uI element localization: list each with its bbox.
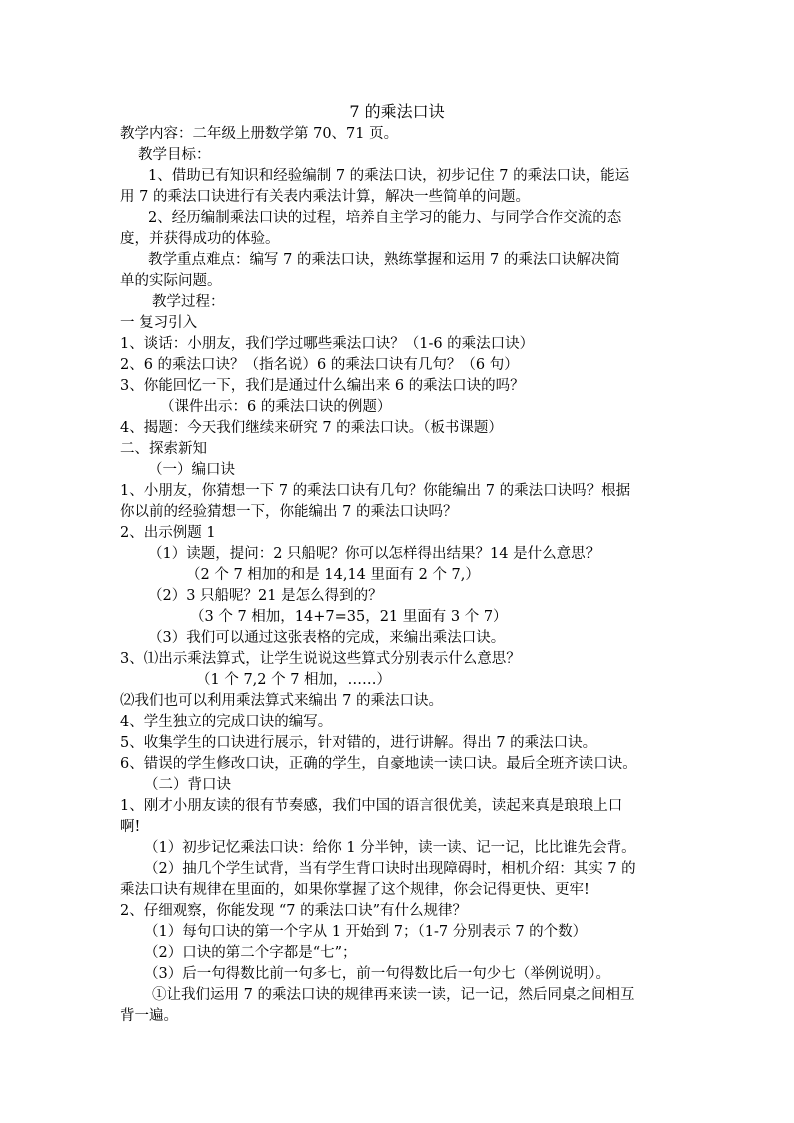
text-line: （2）抽几个学生试背，当有学生背口诀时出现障碍时，相机介绍：其实 7 的 (144, 861, 636, 877)
text-line: 4、揭题：今天我们继续来研究 7 的乘法口诀。（板书课题） (120, 420, 503, 436)
text-line: 背一遍。 (120, 1008, 178, 1024)
text-line: 2、仔细观察，你能发现 “7 的乘法口诀”有什么规律？ (120, 903, 467, 919)
text-line: 教学重点难点：编写 7 的乘法口诀，熟练掌握和运用 7 的乘法口诀解决简 (148, 252, 620, 268)
text-line: （课件出示：6 的乘法口诀的例题） (160, 399, 392, 415)
text-line: （2 个 7 相加的和是 14,14 里面有 2 个 7,） (186, 567, 480, 583)
text-line: 教学内容：二年级上册数学第 70、71 页。 (120, 126, 399, 142)
text-line: 1、小朋友，你猜想一下 7 的乘法口诀有几句？你能编出 7 的乘法口诀吗？根据 (120, 483, 631, 499)
text-line: （3 个 7 相加，14+7=35，21 里面有 3 个 7） (190, 609, 508, 625)
text-line: 6、错误的学生修改口诀，正确的学生，自豪地读一读口诀。最后全班齐读口诀。 (120, 756, 637, 772)
text-line: 2、出示例题 1 (120, 525, 216, 541)
text-line: 5、收集学生的口诀进行展示，针对错的，进行讲解。得出 7 的乘法口诀。 (120, 735, 598, 751)
text-line: 2、6 的乘法口诀？（指名说）6 的乘法口诀有几句？（6 句） (120, 357, 519, 373)
text-line: 单的实际问题。 (120, 273, 222, 289)
text-line: 2、经历编制乘法口诀的过程，培养自主学习的能力、与同学合作交流的态 (148, 210, 622, 226)
page-title: 7 的乘法口诀 (349, 102, 445, 121)
text-line: 教学过程： (152, 294, 225, 310)
text-line: 度，并获得成功的体验。 (120, 231, 280, 247)
text-line: 4、学生独立的完成口诀的编写。 (120, 714, 333, 730)
text-line: ⑵我们也可以利用乘法算式来编出 7 的乘法口诀。 (120, 693, 443, 709)
section-heading: 一 复习引入 (120, 315, 198, 331)
text-line: 啊! (120, 819, 141, 835)
text-line: 1、刚才小朋友读的很有节奏感，我们中国的语言很优美，读起来真是琅琅上口 (120, 798, 623, 814)
text-line: ①让我们运用 7 的乘法口诀的规律再来读一读，记一记，然后同桌之间相互 (152, 987, 635, 1003)
text-line: 1、谈话：小朋友，我们学过哪些乘法口诀？（1-6 的乘法口诀） (120, 336, 535, 352)
text-line: （2）口诀的第二个字都是“七”； (144, 945, 357, 961)
text-line: 3、你能回忆一下，我们是通过什么编出来 6 的乘法口诀的吗？ (120, 378, 525, 394)
text-line: 用 7 的乘法口诀进行有关表内乘法计算，解决一些简单的问题。 (120, 189, 530, 205)
text-line: （3）后一句得数比前一句多七，前一句得数比后一句少七（举例说明）。 (144, 966, 610, 982)
subsection-heading: （一）编口诀 (148, 462, 235, 478)
text-line: （3）我们可以通过这张表格的完成，来编出乘法口诀。 (148, 630, 506, 646)
text-line: 1、借助已有知识和经验编制 7 的乘法口诀，初步记住 7 的乘法口诀，能运 (148, 168, 630, 184)
text-line: 教学目标： (138, 147, 211, 163)
text-line: （1）每句口诀的第一个字从 1 开始到 7；（1-7 分别表示 7 的个数） (144, 924, 588, 940)
text-line: 乘法口诀有规律在里面的，如果你掌握了这个规律，你会记得更快、更牢! (120, 882, 590, 898)
subsection-heading: （二）背口诀 (144, 777, 231, 793)
text-line: 3、⑴出示乘法算式，让学生说说这些算式分别表示什么意思？ (120, 651, 521, 667)
section-heading: 二、探索新知 (120, 441, 207, 457)
text-line: 你以前的经验猜想一下，你能编出 7 的乘法口诀吗？ (120, 504, 458, 520)
text-line: （1 个 7,2 个 7 相加，……） (196, 672, 392, 688)
text-line: （1）初步记忆乘法口诀：给你 1 分半钟，读一读、记一记，比比谁先会背。 (144, 840, 636, 856)
text-line: （1）读题，提问：2 只船呢？你可以怎样得出结果？14 是什么意思？ (148, 546, 601, 562)
text-line: （2）3 只船呢？21 是怎么得到的？ (148, 588, 383, 604)
